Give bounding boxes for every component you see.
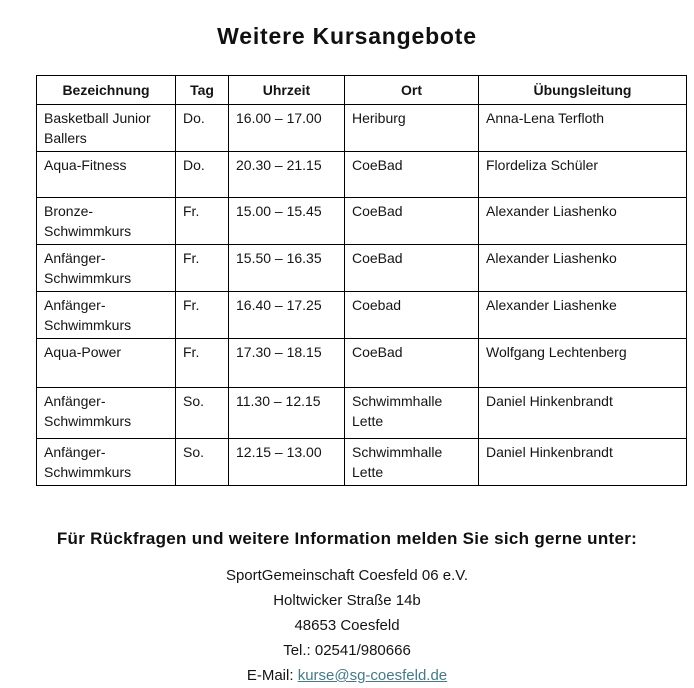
cell-bezeichnung: Anfänger-Schwimmkurs bbox=[37, 245, 176, 292]
cell-uebungsleitung: Daniel Hinkenbrandt bbox=[479, 388, 687, 439]
column-header-ort: Ort bbox=[345, 76, 479, 105]
contact-line-email bbox=[0, 663, 694, 688]
cell-uhrzeit: 17.30 – 18.15 bbox=[229, 339, 345, 388]
table-header-row bbox=[37, 76, 687, 105]
cell-uhrzeit: 15.50 – 16.35 bbox=[229, 245, 345, 292]
table-row bbox=[37, 292, 687, 339]
cell-ort: Coebad bbox=[345, 292, 479, 339]
cell-uebungsleitung: Anna-Lena Terfloth bbox=[479, 105, 687, 152]
cell-tag: Do. bbox=[176, 152, 229, 198]
cell-tag: So. bbox=[176, 388, 229, 439]
column-header-uebungsleitung: Übungsleitung bbox=[479, 76, 687, 105]
cell-tag: So. bbox=[176, 439, 229, 486]
contact-line-street: Holtwicker Straße 14b bbox=[273, 592, 421, 609]
cell-uebungsleitung: Wolfgang Lechtenberg bbox=[479, 339, 687, 388]
cell-bezeichnung: Anfänger-Schwimmkurs bbox=[37, 292, 176, 339]
contact-line-city: 48653 Coesfeld bbox=[294, 617, 400, 634]
cell-bezeichnung: Aqua-Power bbox=[37, 339, 176, 388]
cell-uhrzeit: 15.00 – 15.45 bbox=[229, 198, 345, 245]
contact-line-phone: Tel.: 02541/980666 bbox=[283, 642, 411, 659]
column-header-tag: Tag bbox=[176, 76, 229, 105]
cell-uhrzeit: 11.30 – 12.15 bbox=[229, 388, 345, 439]
table-row bbox=[37, 198, 687, 245]
course-table bbox=[36, 75, 687, 486]
cell-uhrzeit: 16.40 – 17.25 bbox=[229, 292, 345, 339]
cell-ort: Heriburg bbox=[345, 105, 479, 152]
column-header-bezeichnung: Bezeichnung bbox=[37, 76, 176, 105]
cell-uhrzeit: 16.00 – 17.00 bbox=[229, 105, 345, 152]
cell-tag: Fr. bbox=[176, 292, 229, 339]
cell-bezeichnung: Anfänger-Schwimmkurs bbox=[37, 439, 176, 486]
cell-bezeichnung: Anfänger-Schwimmkurs bbox=[37, 388, 176, 439]
cell-ort: Schwimmhalle Lette bbox=[345, 388, 479, 439]
table-row bbox=[37, 152, 687, 198]
cell-tag: Fr. bbox=[176, 198, 229, 245]
cell-ort: CoeBad bbox=[345, 198, 479, 245]
contact-block bbox=[0, 563, 694, 688]
cell-ort: CoeBad bbox=[345, 152, 479, 198]
cell-uebungsleitung: Daniel Hinkenbrandt bbox=[479, 439, 687, 486]
cell-uebungsleitung: Alexander Liashenke bbox=[479, 292, 687, 339]
cell-bezeichnung: Bronze-Schwimmkurs bbox=[37, 198, 176, 245]
contact-heading: Für Rückfragen und weitere Information melden Sie sich gerne unter: bbox=[56, 529, 638, 548]
email-label: E-Mail: bbox=[246, 667, 298, 684]
cell-uebungsleitung: Flordeliza Schüler bbox=[479, 152, 687, 198]
cell-uebungsleitung: Alexander Liashenko bbox=[479, 198, 687, 245]
cell-uebungsleitung: Alexander Liashenko bbox=[479, 245, 687, 292]
cell-bezeichnung: Basketball Junior Ballers bbox=[37, 105, 176, 152]
table-row bbox=[37, 339, 687, 388]
table-row bbox=[37, 245, 687, 292]
column-header-uhrzeit: Uhrzeit bbox=[229, 76, 345, 105]
table-row bbox=[37, 388, 687, 439]
email-link[interactable]: kurse@sg-coesfeld.de bbox=[297, 667, 448, 684]
table-row bbox=[37, 105, 687, 152]
cell-bezeichnung: Aqua-Fitness bbox=[37, 152, 176, 198]
cell-ort: CoeBad bbox=[345, 245, 479, 292]
cell-ort: Schwimmhalle Lette bbox=[345, 439, 479, 486]
cell-uhrzeit: 12.15 – 13.00 bbox=[229, 439, 345, 486]
page-title: Weitere Kursangebote bbox=[217, 23, 477, 49]
cell-tag: Fr. bbox=[176, 339, 229, 388]
cell-uhrzeit: 20.30 – 21.15 bbox=[229, 152, 345, 198]
contact-line-org: SportGemeinschaft Coesfeld 06 e.V. bbox=[225, 567, 469, 584]
table-row bbox=[37, 439, 687, 486]
cell-tag: Fr. bbox=[176, 245, 229, 292]
cell-tag: Do. bbox=[176, 105, 229, 152]
cell-ort: CoeBad bbox=[345, 339, 479, 388]
